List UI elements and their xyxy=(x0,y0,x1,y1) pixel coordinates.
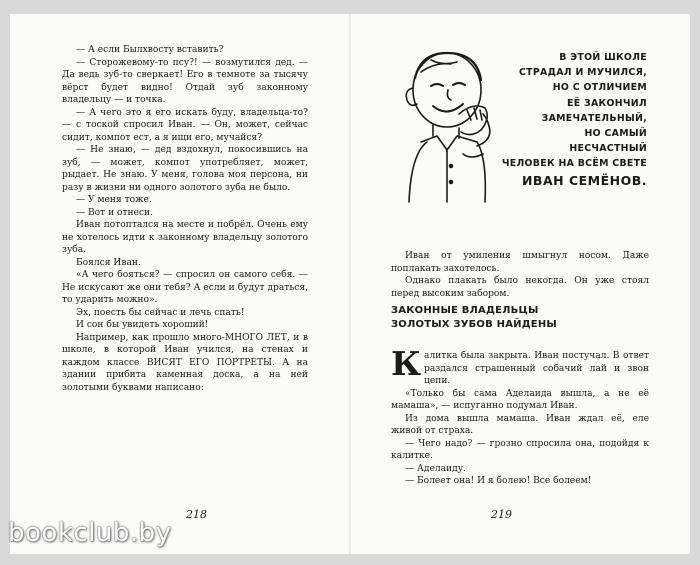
chapter-title-line: ЗОЛОТЫХ ЗУБОВ НАЙДЕНЫ xyxy=(391,319,557,330)
paragraph: Боялся Иван. xyxy=(76,257,141,268)
right-page xyxy=(351,14,690,554)
paragraph: — Вот и отнеси. xyxy=(76,207,154,218)
quote-line: ЕЁ ЗАКОНЧИЛ xyxy=(567,97,647,109)
paragraph: Из дома вышла мамаша. Иван ждал её, еле живой от страха. xyxy=(391,413,649,436)
paragraph: — Аделаиду. xyxy=(405,463,466,474)
paragraph: — Сторожевому-то псу?! — возмутился дед. — Да ведь зуб-то сверкает! Его в темноте за тысячу вёрст будет видно! Отдай зуб законному владельцу — и точка. xyxy=(62,57,308,105)
boy-illustration xyxy=(391,42,503,210)
first-paragraph xyxy=(391,344,649,388)
right-page-text-top xyxy=(391,250,649,300)
quote-line: НО С ОТЛИЧИЕМ xyxy=(552,82,647,94)
paragraph: — А чего это я его искать буду, владельца-то? — с тоской спросил Иван. — Он, может, сейчас сидит, компот ест, а я ищи его, мучайся? xyxy=(62,107,308,143)
left-page xyxy=(10,14,349,554)
paragraph: — А если Былхвосту вставить? xyxy=(76,45,224,55)
chapter-title xyxy=(391,304,649,332)
paragraph: Иван потоптался на месте и побрёл. Очень ему не хотелось идти к законному владельцу золотого зуба. xyxy=(62,220,308,255)
paragraph: — Не знаю, — дед вздохнул, покосившись на зуб, — может, компот употребляет, может, рыдает. Не знаю. У меня, голова моя персона, ни разу в жизни ни одного золотого зуба не было. xyxy=(62,145,308,193)
quote-name: ИВАН СЕМЁНОВ. xyxy=(521,172,647,188)
quote-line: НО САМЫЙ xyxy=(584,128,647,140)
quote-line: СТРАДАЛ И МУЧИЛСЯ, xyxy=(519,67,647,79)
quote-line: ЗАМЕЧАТЕЛЬНЫЙ, xyxy=(541,112,647,124)
quote-line: НЕСЧАСТНЫЙ xyxy=(569,143,647,155)
chapter-title-line: ЗАКОННЫЕ ВЛАДЕЛЬЦЫ xyxy=(391,305,539,316)
quote-block xyxy=(501,50,647,189)
quote-line: ЧЕЛОВЕК НА ВСЁМ СВЕТЕ xyxy=(501,158,647,170)
paragraph: Эх, поесть бы сейчас и лечь спать! xyxy=(76,307,245,318)
book-spread xyxy=(10,14,690,554)
left-page-text xyxy=(62,44,308,394)
page-number-left: 218 xyxy=(186,508,207,521)
paragraph: Однако плакать было некогда. Он уже стоял перед высоким забором. xyxy=(391,276,649,299)
paragraph: Иван от умиления шмыгнул носом. Даже поплакать захотелось. xyxy=(391,251,649,274)
paragraph: Например, как прошло много-МНОГО ЛЕТ, и в школе, в которой Иван учился, на стенах и каждом классе ВИСЯТ ЕГО ПОРТРЕТЫ. А на здании прибита каменная доска, а на ней золотыми буквами написано: xyxy=(62,332,308,393)
paragraph: — Чего надо? — грозно спросила она, подойдя к калитке. xyxy=(391,438,649,461)
drop-cap: К xyxy=(391,344,422,383)
page-number-right: 219 xyxy=(491,508,512,521)
paragraph: «Только бы сама Аделаида вышла, а не её мамаша», — испуганно подумал Иван. xyxy=(391,388,649,411)
paragraph: И сон бы увидеть хороший! xyxy=(76,320,209,330)
first-paragraph-text: алитка была закрыта. Иван постучал. В ответ раздался страшенный собачий лай и звон цепи. xyxy=(424,351,649,386)
paragraph: «А чего бояться? — спросил он самого себя. — Не искусают же они тебя? А если и будут драться, то ударить можно». xyxy=(62,270,308,305)
right-page-text-bottom xyxy=(391,344,649,488)
watermark: bookclub.by xyxy=(8,518,172,548)
paragraph: — Болеет она! И я болею! Все болеем! xyxy=(405,476,592,486)
paragraph: — У меня тоже. xyxy=(76,195,152,205)
quote-line: В ЭТОЙ ШКОЛЕ xyxy=(559,52,647,63)
